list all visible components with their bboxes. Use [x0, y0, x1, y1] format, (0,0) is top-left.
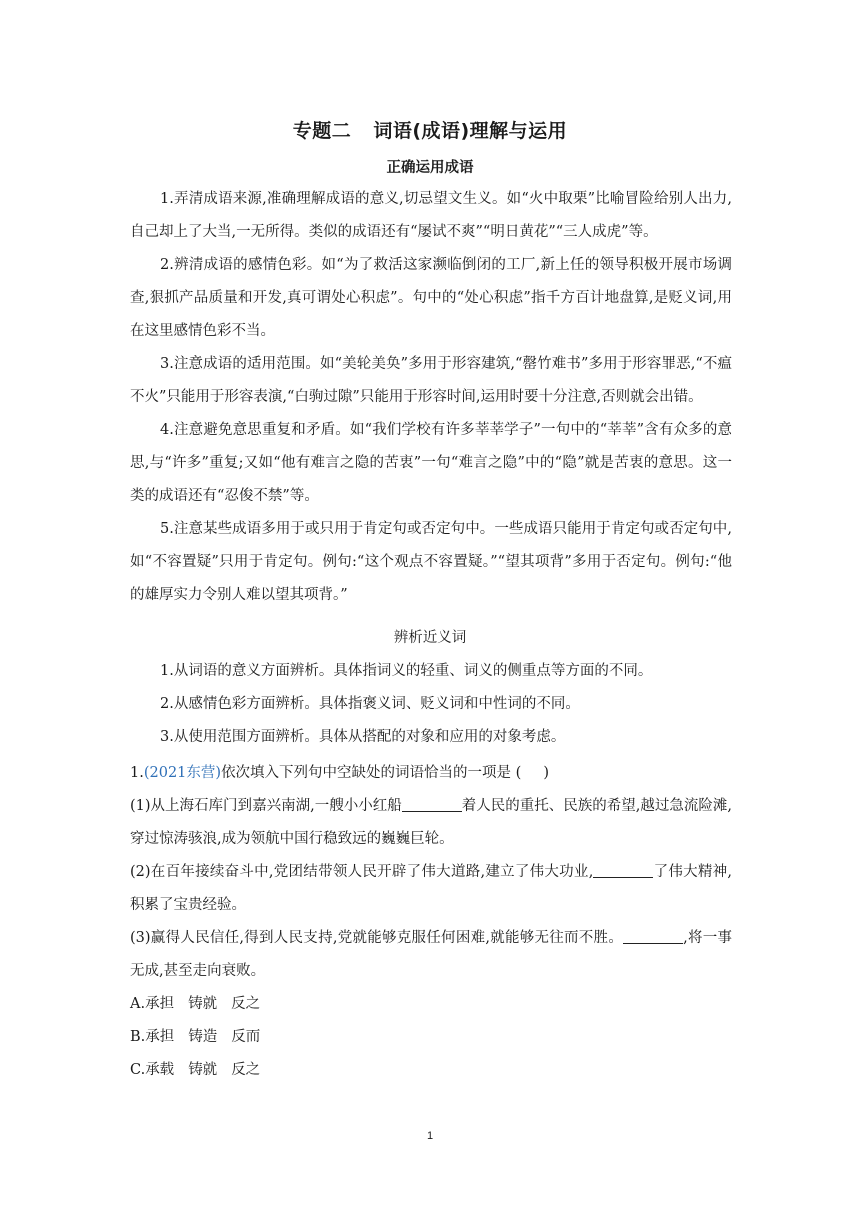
section1-heading: 正确运用成语 — [386, 160, 474, 176]
section2-body — [130, 655, 732, 754]
sentence-3 — [130, 922, 732, 988]
title-part2: 词语(成语)理解与运用 — [373, 120, 568, 142]
blank-3 — [623, 929, 683, 944]
option-a: A.承担 铸就 反之 — [130, 996, 261, 1012]
section1-body — [130, 183, 732, 612]
blank-1 — [402, 797, 462, 812]
question-block — [130, 757, 732, 1087]
section2-paragraph: 2.从感情色彩方面辨析。具体指褒义词、贬义词和中性词的不同。 — [160, 696, 580, 712]
section1-paragraph: 2.辨清成语的感情色彩。如“为了救活这家濒临倒闭的工厂,新上任的领导积极开展市场调查,狠抓产品质量和开发,真可谓处心积虑”。句中的“处心积虑”指千方百计地盘算,是贬义词,用在这里感情色彩不当。 — [130, 257, 732, 339]
section1-paragraph: 4.注意避免意思重复和矛盾。如“我们学校有许多莘莘学子”一句中的“莘莘”含有众多的意思,与“许多”重复;又如“他有难言之隐的苦衷”一句“难言之隐”中的“隐”就是苦衷的意思。这一类的成语还有“忍俊不禁”等。 — [130, 422, 732, 504]
option-c: C.承载 铸就 反之 — [130, 1062, 261, 1078]
section1-paragraph: 1.弄清成语来源,准确理解成语的意义,切忌望文生义。如“火中取栗”比喻冒险给别人出力,自己却上了大当,一无所得。类似的成语还有“屡试不爽”“明日黄花”“三人成虎”等。 — [130, 191, 732, 240]
sentence-1-after: 着人民的重托、民族的希望,越过急流险滩,穿过惊涛骇浪,成为领航中国行稳致远的巍巍巨轮。 — [130, 798, 732, 847]
sentence-2 — [130, 856, 732, 922]
sentence-3-before: (3)赢得人民信任,得到人民支持,党就能够克服任何困难,就能够无往而不胜。 — [130, 930, 624, 946]
question-stem-text: 依次填入下列句中空缺处的词语恰当的一项是 ( — [221, 765, 522, 781]
option-b: B.承担 铸造 反而 — [130, 1029, 261, 1045]
section2-paragraph: 3.从使用范围方面辨析。具体从搭配的对象和应用的对象考虑。 — [160, 729, 566, 745]
title-part1: 专题二 — [292, 120, 352, 142]
question-stem — [130, 757, 732, 790]
section2-paragraph: 1.从词语的意义方面辨析。具体指词义的轻重、词义的侧重点等方面的不同。 — [160, 663, 653, 679]
question-source: (2021东营) — [143, 765, 222, 781]
sentence-1 — [130, 790, 732, 856]
sentence-2-before: (2)在百年接续奋斗中,党团结带领人民开辟了伟大道路,建立了伟大功业, — [130, 864, 594, 880]
section2-heading: 辨析近义词 — [393, 630, 467, 646]
sentence-1-before: (1)从上海石库门到嘉兴南湖,一艘小小红船 — [130, 798, 402, 814]
page-title — [0, 116, 860, 143]
section1-paragraph: 3.注意成语的适用范围。如“美轮美奂”多用于形容建筑,“罄竹难书”多用于形容罪恶,“不瘟不火”只能用于形容表演,“白驹过隙”只能用于形容时间,运用时要十分注意,否则就会出错。 — [130, 356, 732, 405]
sentence-3-after: ,将一事无成,甚至走向衰败。 — [130, 930, 732, 979]
blank-2 — [593, 863, 653, 878]
page-number: 1 — [426, 1130, 434, 1142]
question-number: 1. — [130, 765, 144, 781]
question-stem-close: ) — [543, 765, 549, 781]
section1-paragraph: 5.注意某些成语多用于或只用于肯定句或否定句中。一些成语只能用于肯定句或否定句中,如“不容置疑”只用于肯定句。例句:“这个观点不容置疑。”“望其项背”多用于否定句。例句:“他的雄厚实力令别人难以望其项背。” — [130, 521, 732, 603]
sentence-2-after: 了伟大精神,积累了宝贵经验。 — [130, 864, 733, 913]
